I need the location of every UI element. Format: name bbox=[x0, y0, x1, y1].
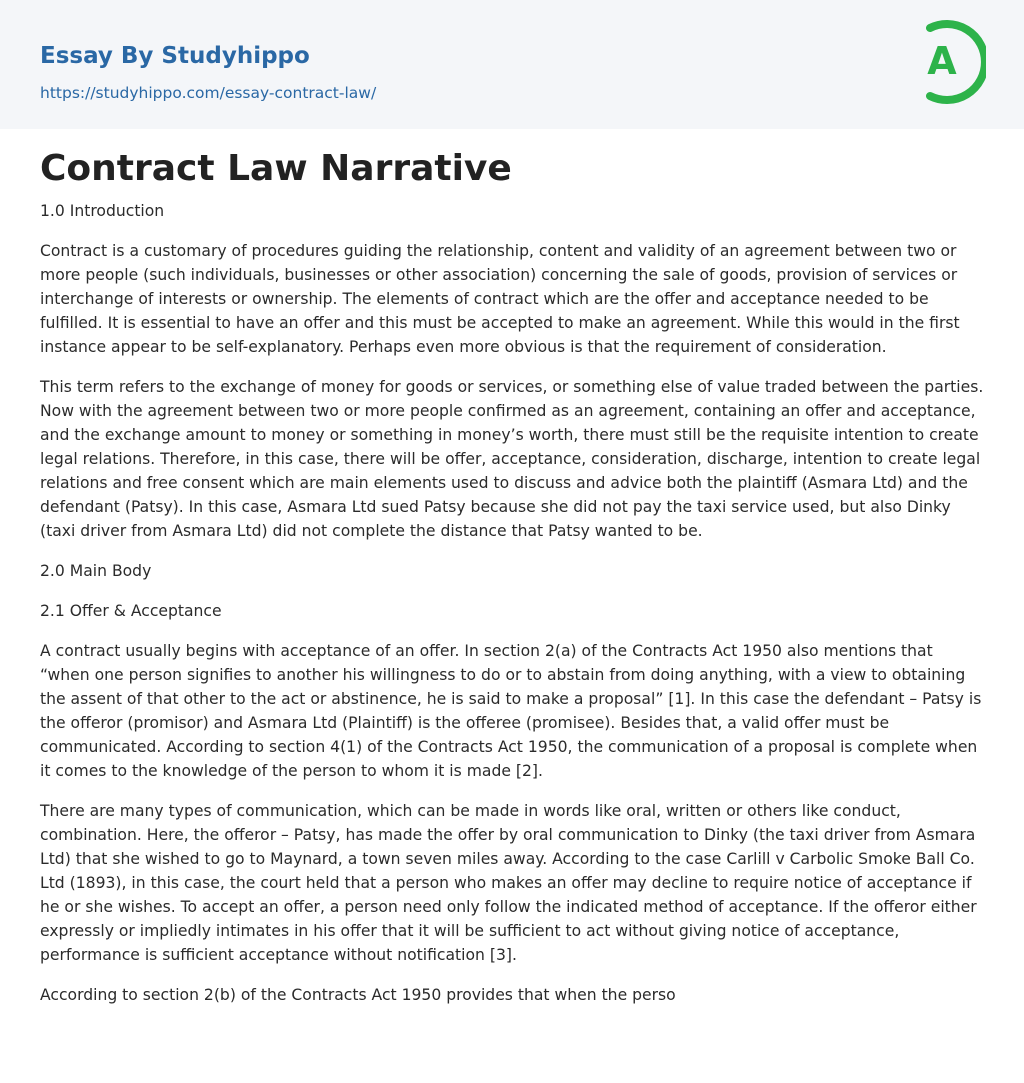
paragraph-truncated: According to section 2(b) of the Contracts Act 1950 provides that when the perso bbox=[40, 986, 676, 1004]
section-heading-main-body: 2.0 Main Body bbox=[40, 562, 152, 580]
paragraph: There are many types of communication, which can be made in words like oral, written or others like conduct, combination. Here, the offeror – Patsy, has made the offer by oral communication to Dinky (the taxi driver from Asmara Ltd) that she wished to go to Maynard, a town seven miles away. According to the case Carlill v Carbolic Smoke Ball Co. Ltd (1893), in this case, the court held that a person who makes an offer may decline to require notice of acceptance if he or she wishes. To accept an offer, a person need only follow the indicated method of acceptance. If the offeror either expressly or impliedly intimates in his offer that it will be sufficient to act without giving notice of acceptance, performance is sufficient acceptance without notification [3]. bbox=[40, 802, 977, 964]
article bbox=[0, 147, 1024, 1007]
section-heading-introduction: 1.0 Introduction bbox=[40, 202, 165, 220]
paragraph: A contract usually begins with acceptance of an offer. In section 2(a) of the Contracts Act 1950 also mentions that “when one person signifies to another his willingness to do or to abstain from doing anything, with a view to obtaining the assent of that other to the act or abstinence, he is said to make a proposal” [1]. In this case the defendant – Patsy is the offeror (promisor) and Asmara Ltd (Plaintiff) is the offeree (promisee). Besides that, a valid offer must be communicated. According to section 4(1) of the Contracts Act 1950, the communication of a proposal is complete when it comes to the knowledge of the person to whom it is made [2]. bbox=[40, 642, 982, 780]
page-title: Contract Law Narrative bbox=[40, 148, 512, 189]
paragraph: Contract is a customary of procedures guiding the relationship, content and validity of an agreement between two or more people (such individuals, businesses or other association) concerning the sale of goods, provision of services or interchange of interests or ownership. The elements of contract which are the offer and acceptance needed to be fulfilled. It is essential to have an offer and this must be accepted to make an agreement. While this would in the first instance appear to be self-explanatory. Perhaps even more obvious is that the requirement of consideration. bbox=[40, 242, 960, 356]
essay-url-link[interactable]: https://studyhippo.com/essay-contract-law/ bbox=[40, 84, 377, 102]
brand-title: Essay By Studyhippo bbox=[40, 43, 310, 69]
paragraph: This term refers to the exchange of money for goods or services, or something else of value traded between the parties. Now with the agreement between two or more people confirmed as an agreement, containing an offer and acceptance, and the exchange amount to money or something in money’s worth, there must still be the requisite intention to create legal relations. Therefore, in this case, there will be offer, acceptance, consideration, discharge, intention to create legal relations and free consent which are main elements used to discuss and advice both the plaintiff (Asmara Ltd) and the defendant (Patsy). In this case, Asmara Ltd sued Patsy because she did not pay the taxi service used, but also Dinky (taxi driver from Asmara Ltd) did not complete the distance that Patsy wanted to be. bbox=[40, 378, 984, 540]
section-heading-offer-acceptance: 2.1 Offer & Acceptance bbox=[40, 602, 222, 620]
studyhippo-logo-icon[interactable] bbox=[916, 18, 986, 106]
site-header bbox=[0, 0, 1024, 129]
logo-letter: A bbox=[927, 39, 957, 83]
